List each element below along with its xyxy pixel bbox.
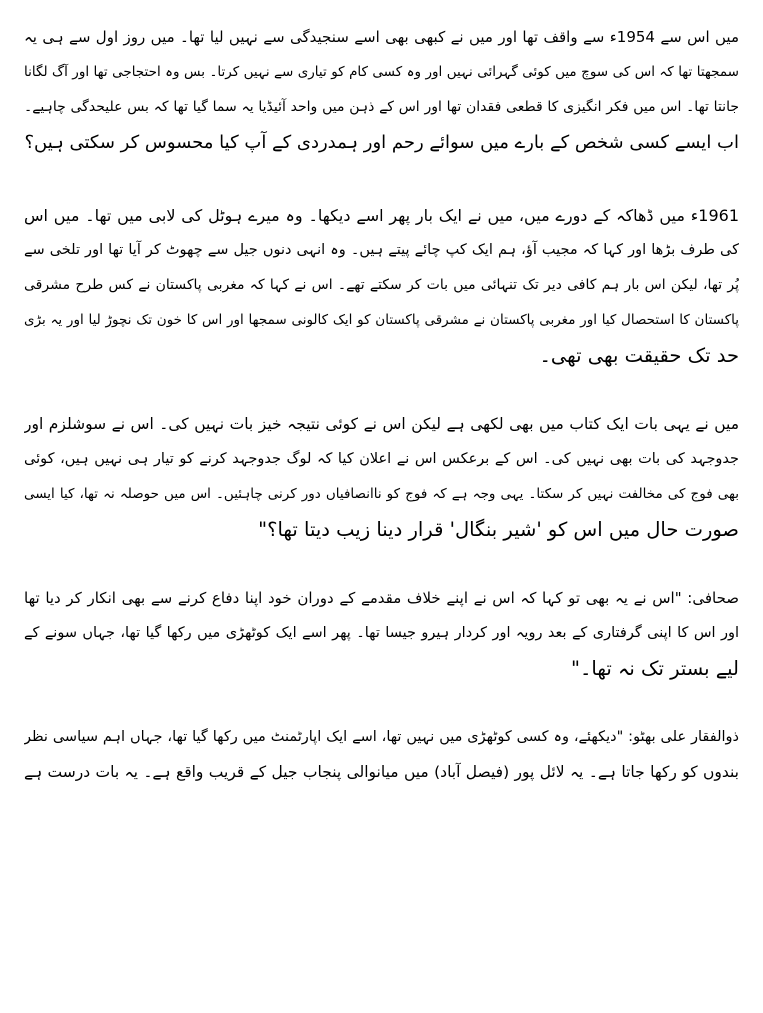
paragraph-1	[24, 20, 739, 160]
text-line: میں نے یہی بات ایک کتاب میں بھی لکھی ہے لیکن اس نے کوئی نتیجہ خیز بات نہیں کی۔ اس نے سوشلزم اور	[24, 415, 739, 433]
paragraph-4	[24, 581, 739, 686]
text-line: صحافی: "اس نے یہ بھی تو کہا کہ اس نے اپنے خلاف مقدمے کے دوران خود اپنا دفاع کرنے سے بھی انکار کر دیا تھا	[24, 589, 739, 607]
text-line: کی طرف بڑھا اور کہا کہ مجیب آؤ، ہم ایک کپ چائے پیتے ہیں۔ وہ انہی دنوں جیل سے چھوٹ کر آیا تھا اور تلخی سے	[24, 242, 739, 258]
text-line: حد تک حقیقت بھی تھی۔	[539, 344, 739, 367]
text-line: میں اس سے 1954ء سے واقف تھا اور میں نے کبھی بھی اسے سنجیدگی سے نہیں لیا تھا۔ میں روز اول سے ہی یہ	[24, 28, 739, 46]
text-line: اب ایسے کسی شخص کے بارے میں سوائے رحم اور ہمدردی کے آپ کیا محسوس کر سکتی ہیں؟	[24, 132, 739, 153]
text-line: اور اس کا اپنی گرفتاری کے بعد رویہ اور کردار ہیرو جیسا تھا۔ پھر اسے ایک کوٹھڑی میں رکھا گیا تھا، جہاں سونے کے	[24, 625, 739, 641]
text-line: صورت حال میں اس کو 'شیر بنگال' قرار دینا زیب دیتا تھا؟"	[258, 518, 739, 541]
paragraph-3	[24, 407, 739, 547]
text-line: پُر تھا، لیکن اس بار ہم کافی دیر تک تنہائی میں بات کر سکتے تھے۔ اس نے کہا کہ مغربی پاکستان نے کس طرح مشرقی	[24, 277, 739, 293]
document-page	[24, 14, 739, 1004]
text-line: لیے بستر تک نہ تھا۔"	[571, 657, 739, 680]
text-line: جانتا تھا۔ اس میں فکر انگیزی کا قطعی فقدان تھا اور اس کے ذہن میں واحد آئیڈیا یہ سما گیا تھا کہ بس علیحدگی چاہیے۔	[24, 99, 739, 115]
text-line: جدوجہد کی بات بھی نہیں کی۔ اس کے برعکس اس نے اعلان کیا کہ لوگ جدوجہد کرنے کو تیار ہی نہیں ہیں، کوئی	[24, 451, 739, 467]
text-line: سمجھتا تھا کہ اس کی سوچ میں کوئی گہرائی نہیں اور وہ کسی کام کو تیاری سے نہیں کرتا۔ بس وہ احتجاجی تھا اور آگ لگانا	[24, 64, 739, 80]
paragraph-2	[24, 198, 739, 373]
text-line: بھی فوج کی مخالفت نہیں کر سکتا۔ یہی وجہ ہے کہ فوج کو ناانصافیاں دور کرنی چاہئیں۔ اس میں حوصلہ نہ تھا، کیا ایسی	[24, 486, 739, 502]
text-line: ذوالفقار علی بھٹو: "دیکھئے، وہ کسی کوٹھڑی میں نہیں تھا، اسے ایک اپارٹمنٹ میں رکھا گیا تھا، جہاں اہم سیاسی نظر	[24, 729, 739, 745]
text-line: بندوں کو رکھا جاتا ہے۔ یہ لائل پور (فیصل آباد) میں میانوالی پنجاب جیل کے قریب واقع ہے۔ یہ بات درست ہے	[24, 763, 739, 781]
paragraph-5	[24, 720, 739, 790]
text-line: 1961ء میں ڈھاکہ کے دورے میں، میں نے ایک بار پھر اسے دیکھا۔ وہ میرے ہوٹل کی لابی میں تھا۔ میں اس	[24, 206, 739, 225]
text-line: پاکستان کا استحصال کیا اور مغربی پاکستان نے مشرقی پاکستان کو ایک کالونی سمجھا اور اس کا خون تک نچوڑ لیا اور یہ بڑی	[24, 312, 739, 328]
